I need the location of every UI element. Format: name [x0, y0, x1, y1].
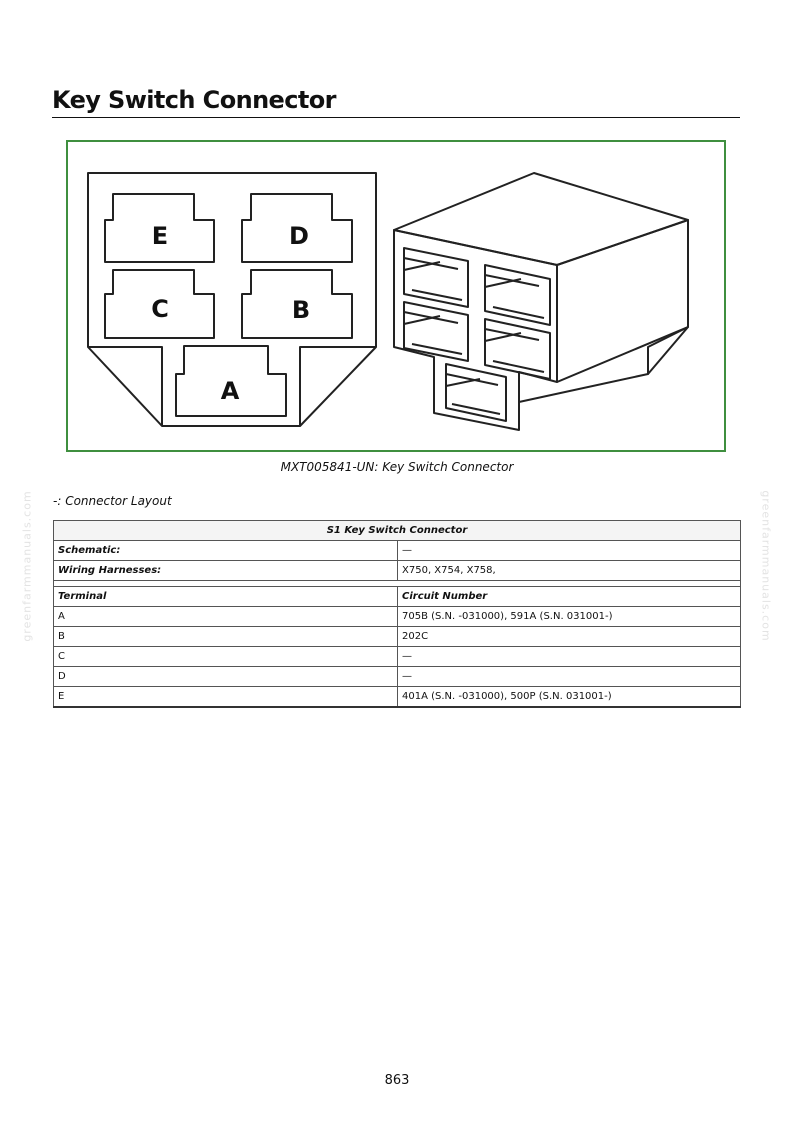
connector-front-view [88, 173, 376, 426]
circuit-cell: — [398, 667, 741, 687]
connector-diagram [68, 142, 724, 450]
circuit-header: Circuit Number [398, 587, 741, 607]
circuit-cell: 401A (S.N. -031000), 500P (S.N. 031001-) [398, 687, 741, 707]
pin-label-e: E [151, 222, 169, 250]
watermark-left: greenfarmmanuals.com [20, 490, 34, 642]
pin-label-b: B [291, 296, 311, 324]
terminal-cell: C [54, 647, 398, 667]
terminal-cell: A [54, 607, 398, 627]
pin-label-d: D [289, 222, 309, 250]
connector-table [53, 520, 741, 708]
schematic-label: Schematic: [54, 541, 398, 561]
harness-label: Wiring Harnesses: [54, 561, 398, 581]
figure-caption: MXT005841-UN: Key Switch Connector [280, 460, 514, 474]
circuit-cell: 705B (S.N. -031000), 591A (S.N. 031001-) [398, 607, 741, 627]
table-row [54, 687, 741, 707]
table-row [54, 627, 741, 647]
watermark-right: greenfarmmanuals.com [759, 490, 773, 642]
page-number: 863 [384, 1073, 410, 1088]
table-header-row [54, 587, 741, 607]
page-title: Key Switch Connector [52, 86, 740, 118]
terminal-cell: D [54, 667, 398, 687]
terminal-cell: E [54, 687, 398, 707]
table-title: S1 Key Switch Connector [54, 521, 741, 541]
schematic-value: — [398, 541, 741, 561]
pin-label-a: A [220, 377, 240, 405]
circuit-cell: 202C [398, 627, 741, 647]
schematic-row [54, 541, 741, 561]
connector-figure [66, 140, 726, 452]
harness-value: X750, X754, X758, [398, 561, 741, 581]
terminal-cell: B [54, 627, 398, 647]
pin-label-c: C [151, 295, 169, 323]
table-row [54, 607, 741, 627]
table-row [54, 647, 741, 667]
harness-row [54, 561, 741, 581]
table-row [54, 667, 741, 687]
section-label: -: Connector Layout [53, 494, 172, 508]
terminal-header: Terminal [54, 587, 398, 607]
table-title-row [54, 521, 741, 541]
connector-3d-view [394, 173, 688, 430]
circuit-cell: — [398, 647, 741, 667]
